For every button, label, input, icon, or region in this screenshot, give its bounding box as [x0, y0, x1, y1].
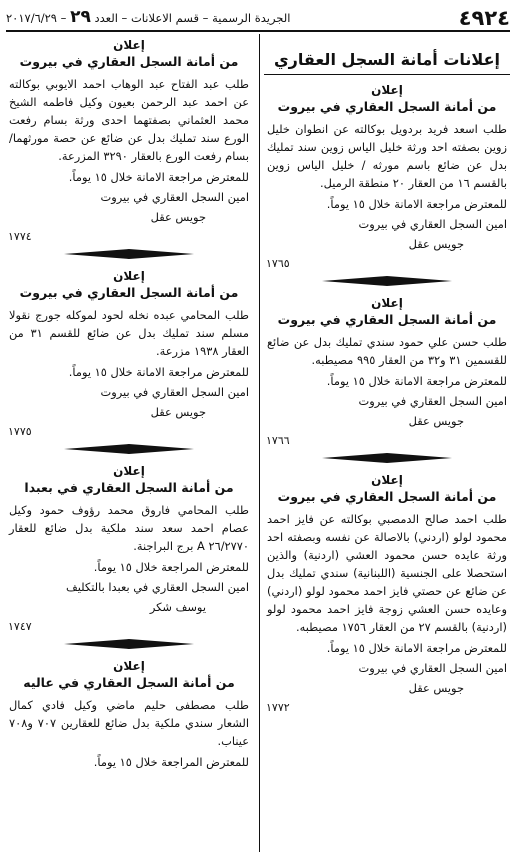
notice-objection: للمعترض مراجعة الامانة خلال ١٥ يوماً. [326, 374, 507, 388]
signer-role: امين السجل العقاري في بيروت [358, 661, 507, 675]
notice-number: ١٧٧٢ [266, 701, 290, 714]
notice-registry: من أمانة السجل العقاري في بيروت [19, 285, 239, 300]
notice [264, 296, 510, 447]
signer-role: امين السجل العقاري في بيروت [100, 385, 249, 399]
notice-separator [6, 247, 252, 261]
separator-ornament [322, 453, 452, 463]
notice [6, 659, 252, 771]
right-notices [264, 83, 510, 714]
column-divider [259, 34, 260, 852]
notice-objection: للمعترض مراجعة الامانة خلال ١٥ يوماً. [326, 641, 507, 655]
notice [264, 473, 510, 714]
signer-name: جويس عقل [408, 681, 464, 695]
notice-body: طلب المحامي فاروق محمد رؤوف حمود وكيل عصام احمد سعد سند ملكية بدل ضائع للعقار ٢٦/٢٧٧٠ A برج البراجنة. [9, 503, 249, 553]
notice-separator [264, 451, 510, 465]
notice-body: طلب حسن علي حمود سندي تمليك بدل عن ضائع للقسمين ٣١ و٣٢ من العقار ٩٩٥ مصيطبه. [267, 335, 507, 367]
notice-objection: للمعترض مراجعة الامانة خلال ١٥ يوماً. [68, 170, 249, 184]
notice-number: ١٧٧٥ [8, 425, 32, 438]
signer-name: جويس عقل [150, 405, 206, 419]
notice [264, 83, 510, 270]
right-column [264, 34, 510, 852]
notice-label: إعلان [371, 473, 403, 487]
notice-objection: للمعترض المراجعة خلال ١٥ يوماً. [93, 755, 249, 769]
separator-ornament [64, 444, 194, 454]
notice-body: طلب عبد الفتاح عبد الوهاب احمد الايوبي بوكالته عن احمد عبد الرحمن بعيون وكيل فاطمه الشيخ محمد العثماني بصفتهما احدى ورثة بسام رفعت الورع سند تمليك بدل عن ضائع عن حصة مورثهما/ بسام رفعت الورع بالعقار ٣٢٩٠ المزرعة. [9, 77, 249, 163]
notice-body: طلب مصطفى حليم ماضي وكيل فادي كمال الشعار سندي ملكية بدل ضائع للعقارين ٧٠٧ و٧٠٨ عيناب. [9, 698, 250, 748]
notice-label: إعلان [371, 83, 403, 97]
signer-role: امين السجل العقاري في بيروت [358, 394, 507, 408]
signer-name: جويس عقل [408, 414, 464, 428]
separator-ornament [64, 639, 194, 649]
issue-number: ٢٩ [70, 7, 91, 27]
notice-registry: من أمانة السجل العقاري في بيروت [277, 312, 497, 327]
notice-registry: من أمانة السجل العقاري في بيروت [19, 54, 239, 69]
notice-registry: من أمانة السجل العقاري في عاليه [23, 675, 235, 690]
notice-number: ١٧٦٥ [266, 257, 290, 270]
left-notices [6, 38, 252, 771]
signer-role: امين السجل العقاري في بيروت [100, 190, 249, 204]
signer-role: امين السجل العقاري في بيروت [358, 217, 507, 231]
left-column [6, 34, 252, 852]
notice [6, 269, 252, 438]
notice-label: إعلان [113, 269, 145, 283]
running-head [6, 7, 290, 30]
issue-date: – ٢٠١٧/٦/٢٩ [6, 11, 67, 25]
signer-role: امين السجل العقاري في بعبدا بالتكليف [65, 580, 249, 594]
notice-objection: للمعترض مراجعة الامانة خلال ١٥ يوماً. [68, 365, 249, 379]
notice-body: طلب احمد صالح الدمصبي بوكالته عن فايز احمد محمود لولو (اردني) بالاصالة عن نفسه وبصفته احد ورثة عايده حسن محمود العشي (اردنية) والذين استحصلا على الجنسية (اللبنانية) سندي تمليك بدل عن ضائع عن حصتي فايز احمد محمود لولو (اردني) وعايده حسن العشي زوجة فايز احمد محمود لولو (اردنية) بالقسم ٢٧ من العقار ١٧٥٦ مصيطبه. [267, 512, 507, 634]
separator-ornament [64, 249, 194, 259]
page-header [6, 4, 510, 32]
notice-separator [6, 637, 252, 651]
notice-number: ١٧٧٤ [8, 230, 32, 243]
notice-label: إعلان [113, 659, 145, 673]
notice-registry: من أمانة السجل العقاري في بيروت [277, 99, 497, 114]
signer-name: جويس عقل [408, 237, 464, 251]
notice-separator [6, 442, 252, 456]
running-head-text: الجريدة الرسمية – قسم الاعلانات – العدد [94, 11, 291, 25]
notice-number: ١٧٤٧ [8, 620, 32, 633]
signer-name: يوسف شكر [149, 600, 206, 614]
notice-label: إعلان [371, 296, 403, 310]
notice [6, 464, 252, 633]
notice [6, 38, 252, 243]
section-title: إعلانات أمانة السجل العقاري [264, 50, 510, 75]
notice-number: ١٧٦٦ [266, 434, 290, 447]
signer-name: جويس عقل [150, 210, 206, 224]
notice-registry: من أمانة السجل العقاري في بعبدا [24, 480, 234, 495]
page-number: ٤٩٢٤ [458, 6, 510, 30]
notice-body: طلب اسعد فريد بردويل بوكالته عن انطوان خليل زوين بصفته احد ورثة خليل الياس زوين سند تمليك بدل عن ضائع باسم مورثه / خليل الياس زوين بالقسم ١٦ من العقار ٢٠ منطقة الرميل. [267, 122, 507, 190]
notice-separator [264, 274, 510, 288]
notice-registry: من أمانة السجل العقاري في بيروت [277, 489, 497, 504]
notice-label: إعلان [113, 464, 145, 478]
notice-body: طلب المحامي عبده نخله لحود لموكله جورج نقولا مسلم سند تمليك بدل عن ضائع للقسم ٣١ من العقار ١٩٣٨ مزرعة. [9, 308, 249, 358]
notice-objection: للمعترض المراجعة خلال ١٥ يوماً. [93, 560, 249, 574]
separator-ornament [322, 276, 452, 286]
notice-objection: للمعترض مراجعة الامانة خلال ١٥ يوماً. [326, 197, 507, 211]
notice-label: إعلان [113, 38, 145, 52]
